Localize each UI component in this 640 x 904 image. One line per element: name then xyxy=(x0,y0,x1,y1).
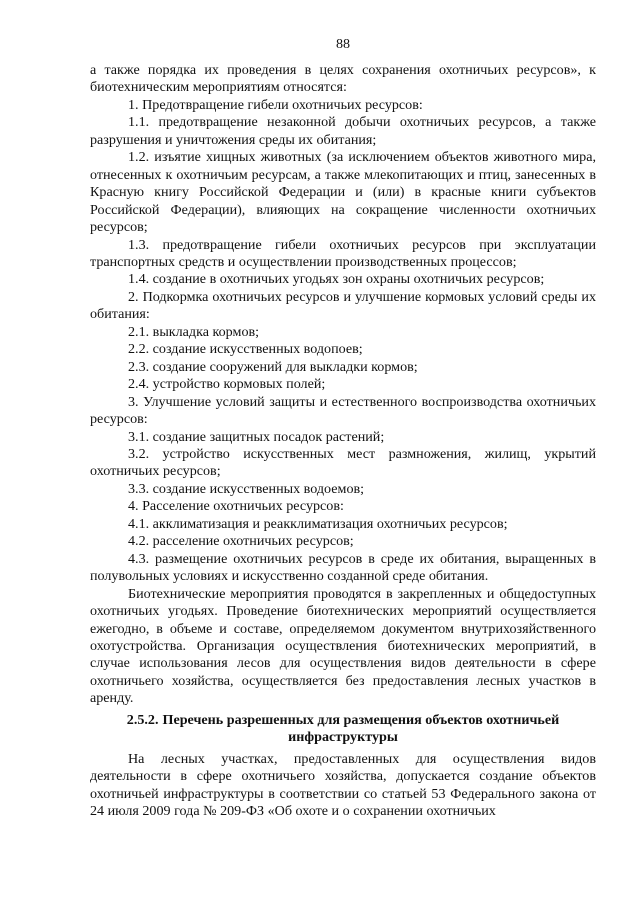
paragraph: 4.3. размещение охотничьих ресурсов в среде их обитания, выращенных в полувольных условиях и искусственно созданной среде обитания. xyxy=(90,550,596,585)
section-heading-title: Перечень разрешенных для размещения объектов охотничьей инфраструктуры xyxy=(162,711,560,746)
page-number: 88 xyxy=(335,36,351,52)
paragraph: 3.2. устройство искусственных мест размножения, жилищ, укрытий охотничьих ресурсов; xyxy=(90,445,596,480)
paragraph: 3.1. создание защитных посадок растений; xyxy=(128,428,385,445)
paragraph: 3.3. создание искусственных водоемов; xyxy=(128,480,365,497)
paragraph: 4. Расселение охотничьих ресурсов: xyxy=(128,498,344,515)
paragraph: 1.3. предотвращение гибели охотничьих ресурсов при эксплуатации транспортных средств и осуществлении производственных процессов; xyxy=(90,236,596,270)
section-heading-number: 2.5.2. xyxy=(126,711,159,728)
document-page xyxy=(90,36,596,821)
document-body-before-heading xyxy=(90,62,596,708)
paragraph: 2.4. устройство кормовых полей; xyxy=(128,376,326,393)
paragraph: 1.2. изъятие хищных животных (за исключением объектов животного мира, отнесенных к охотничьим ресурсам, а также млекопитающих и птиц, занесенных в Красную книгу Российской Федерации и (или) в красные книги субъектов Российской Федерации), влияющих на сокращение численности охотничьих ресурсов; xyxy=(90,149,596,236)
paragraph: 1.4. создание в охотничьих угодьях зон охраны охотничьих ресурсов; xyxy=(128,271,545,288)
paragraph: 2.3. создание сооружений для выкладки кормов; xyxy=(128,358,418,375)
paragraph: 4.1. акклиматизация и реакклиматизация охотничьих ресурсов; xyxy=(128,515,508,532)
section-heading xyxy=(90,712,596,747)
document-body-after-heading xyxy=(90,751,596,821)
paragraph: 2.2. создание искусственных водопоев; xyxy=(128,341,363,358)
paragraph: Биотехнические мероприятия проводятся в закрепленных и общедоступных охотничьих угодьях. Проведение биотехнических мероприятий осуществляется ежегодно, в объеме и составе, определяемом документом внутрихозяйственного охотустройства. Организация осуществления биотехнических мероприятий, в случае использования лесов для осуществления видов деятельности в сфере охотничьего хозяйства, осуществляется без предоставления лесных участков в аренду. xyxy=(90,585,596,707)
paragraph: 4.2. расселение охотничьих ресурсов; xyxy=(128,533,354,550)
paragraph: а также порядка их проведения в целях сохранения охотничьих ресурсов», к биотехническим мероприятиям относятся: xyxy=(90,62,596,96)
paragraph: 3. Улучшение условий защиты и естественного воспроизводства охотничьих ресурсов: xyxy=(90,393,596,428)
paragraph: 1. Предотвращение гибели охотничьих ресурсов: xyxy=(128,96,423,113)
paragraph: 1.1. предотвращение незаконной добычи охотничьих ресурсов, а также разрушения и уничтожения среды их обитания; xyxy=(90,114,596,148)
paragraph: 2. Подкормка охотничьих ресурсов и улучшение кормовых условий среды их обитания: xyxy=(90,288,596,323)
paragraph: 2.1. выкладка кормов; xyxy=(128,323,260,340)
paragraph: На лесных участках, предоставленных для осуществления видов деятельности в сфере охотничьего хозяйства, допускается создание объектов охотничьей инфраструктуры в соответствии со статьей 53 Федерального закона от 24 июля 2009 года № 209-ФЗ «Об охоте и о сохранении охотничьих xyxy=(90,750,596,820)
